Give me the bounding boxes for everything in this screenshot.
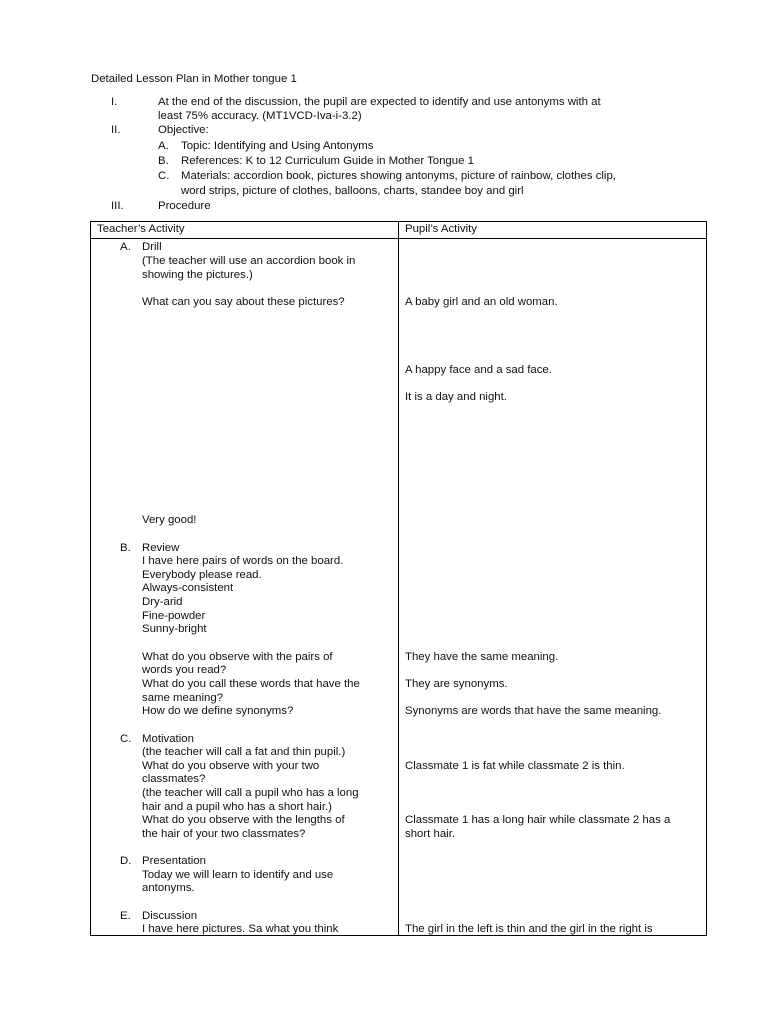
pupil-answer: Synonyms are words that have the same meaning. (405, 705, 662, 717)
section-line: Today we will learn to identify and use (142, 869, 334, 881)
section-line: the hair of your two classmates? (142, 828, 306, 840)
section-letter: D. (120, 855, 132, 867)
objective-a (158, 140, 373, 154)
section-line: I have here pictures. Sa what you think (142, 923, 339, 935)
section-line: Sunny-bright (142, 623, 207, 635)
review-question: What do you observe with the pairs of (142, 651, 333, 663)
section-line: What do you observe with your two (142, 760, 320, 772)
section-line: antonyms. (142, 882, 195, 894)
section-line: hair and a pupil who has a short hair.) (142, 801, 332, 813)
table-column-divider (398, 221, 399, 936)
outline-numeral: II. (111, 124, 121, 136)
pupil-answer: It is a day and night. (405, 391, 507, 403)
outline-item-1-line-1: At the end of the discussion, the pupil are expected to identify and use antonyms with at (158, 96, 601, 108)
objective-b (158, 155, 474, 169)
section-title: Review (142, 542, 180, 554)
section-letter: E. (120, 910, 131, 922)
objective-text: Materials: accordion book, pictures showing antonyms, picture of rainbow, clothes clip, (181, 170, 616, 182)
section-line: (The teacher will use an accordion book in (142, 255, 356, 267)
section-line: Fine-powder (142, 610, 206, 622)
teacher-praise: Very good! (142, 514, 197, 526)
review-question: same meaning? (142, 692, 224, 704)
pupil-answer: They are synonyms. (405, 678, 508, 690)
pupil-answer: short hair. (405, 828, 456, 840)
pupil-answer: A baby girl and an old woman. (405, 296, 558, 308)
outline-numeral: I. (111, 96, 118, 108)
objective-c (158, 170, 616, 184)
section-line: (the teacher will call a fat and thin pupil.) (142, 746, 346, 758)
section-letter: B. (120, 542, 131, 554)
review-question: What do you call these words that have the (142, 678, 360, 690)
pupil-answer: They have the same meaning. (405, 651, 559, 663)
outline-item-2-line: Objective: (158, 124, 209, 136)
review-question: How do we define synonyms? (142, 705, 294, 717)
section-line: Everybody please read. (142, 569, 262, 581)
outline-item-3-line: Procedure (158, 200, 211, 212)
section-line: Dry-arid (142, 596, 183, 608)
section-letter: A. (120, 241, 131, 253)
review-question: words you read? (142, 664, 227, 676)
section-line: classmates? (142, 773, 206, 785)
outline-numeral: III. (111, 200, 124, 212)
document-title: Detailed Lesson Plan in Mother tongue 1 (91, 73, 297, 85)
pupil-answer: Classmate 1 has a long hair while classmate 2 has a (405, 814, 671, 826)
outline-item-1-line-2: least 75% accuracy. (MT1VCD-Iva-i-3.2) (158, 110, 362, 122)
objective-text: References: K to 12 Curriculum Guide in Mother Tongue 1 (181, 155, 474, 167)
section-line: Always-consistent (142, 582, 234, 594)
section-title: Motivation (142, 733, 194, 745)
objective-c-line-2: word strips, picture of clothes, balloons, charts, standee boy and girl (181, 185, 524, 197)
pupil-answer: A happy face and a sad face. (405, 364, 552, 376)
section-title: Discussion (142, 910, 198, 922)
section-letter: C. (120, 733, 132, 745)
objective-letter: A. (158, 140, 169, 152)
objective-letter: B. (158, 155, 169, 167)
section-title: Presentation (142, 855, 206, 867)
section-title: Drill (142, 241, 162, 253)
objective-letter: C. (158, 170, 170, 182)
section-line: showing the pictures.) (142, 269, 253, 281)
objective-text: Topic: Identifying and Using Antonyms (181, 140, 374, 152)
header-pupil-activity: Pupil’s Activity (405, 223, 477, 235)
section-line: (the teacher will call a pupil who has a long (142, 787, 359, 799)
section-line: What do you observe with the lengths of (142, 814, 345, 826)
pupil-answer: The girl in the left is thin and the girl in the right is (405, 923, 653, 935)
drill-question: What can you say about these pictures? (142, 296, 345, 308)
pupil-answer: Classmate 1 is fat while classmate 2 is thin. (405, 760, 625, 772)
header-teacher-activity: Teacher’s Activity (97, 223, 185, 235)
section-line: I have here pairs of words on the board. (142, 555, 344, 567)
